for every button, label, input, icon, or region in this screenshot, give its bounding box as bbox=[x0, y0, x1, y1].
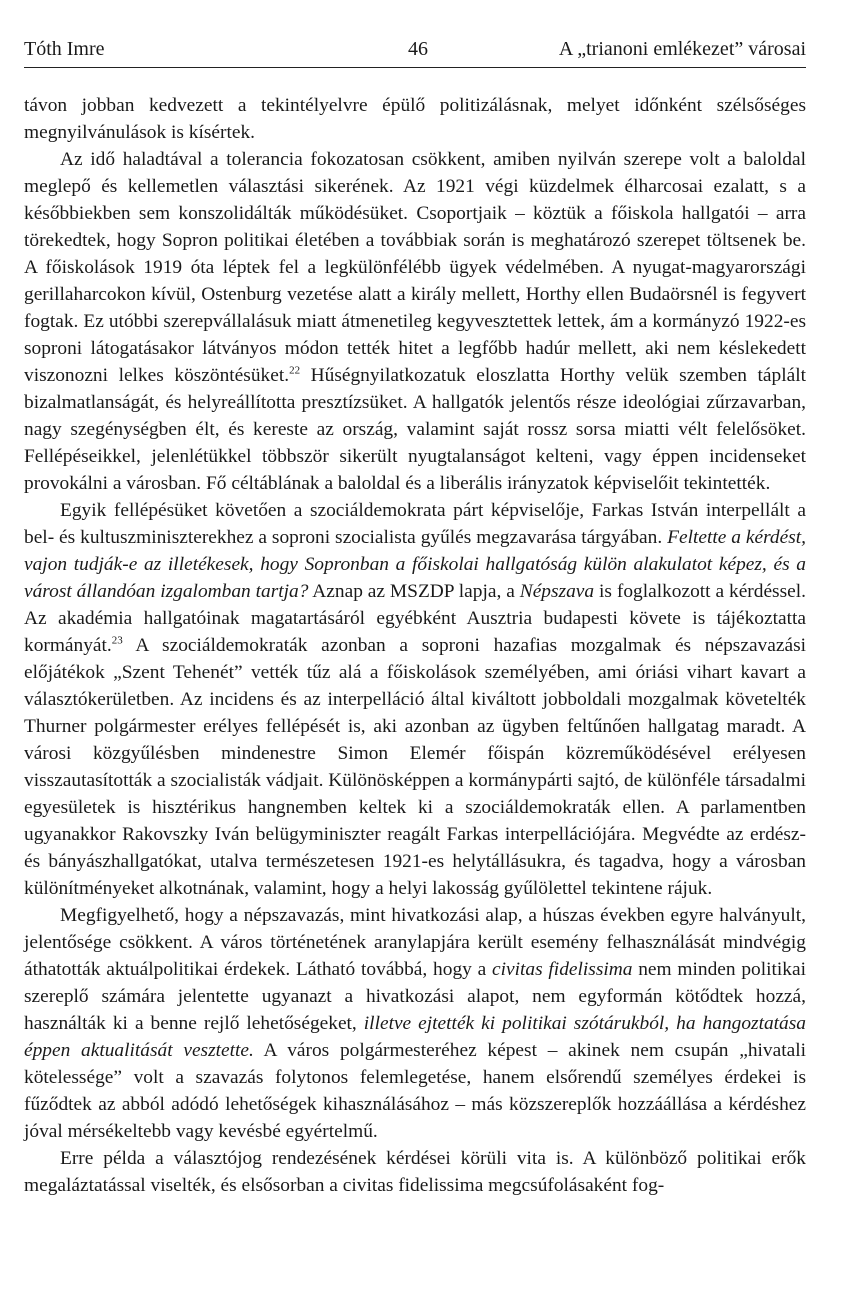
text-span: Hűségnyilatkozatuk eloszlatta Horthy velük szemben táplált bizalmatlanságát, és helyreállította presztízsüket. A hallgatók jelentős része ideológiai zűrzavarban, nagy szegénységben élt, és kereste az ország, valamint saját rossz sorsa miatti vélt felelősöket. Fellépéseikkel, jelenlétükkel többször sikerült nyugtalanságot kelteni, vagy éppen incidenseket provokálni a városban. Fő céltáblának a baloldal és a liberális irányzatok képviselőit tekintették. bbox=[24, 365, 807, 494]
text-span: Az idő haladtával a tolerancia fokozatosan csökkent, amiben nyilván szerepe volt a baloldal meglepő és kellemetlen választási sikerének. Az 1921 végi küzdelmek élharcosai ezalatt, s a későbbiekben sem konszolidálták működésüket. Csoportjaik – köztük a főiskola hallgatói – arra törekedtek, hogy Sopron politikai életében a továbbiak során is meghatározó szerepet töltsenek be. A főiskolások 1919 óta léptek fel a legkülönfélébb ügyek védelmében. A nyugat-magyarországi gerillaharcokon kívül, Ostenburg vezetése alatt a király mellett, Horthy ellen Budaörsnél is fegyvert fogtak. Ez utóbbi szerepvállalásuk miatt átmenetileg kegyvesztettek lettek, ám a kormányzó 1922-es soproni látogatásakor látványos módon tették hitet a legfőbb hadúr mellett, aki nem késlekedett viszonozni lelkes köszöntésüket. bbox=[24, 149, 806, 386]
text-span: is foglalkozott a kérdéssel. Az akadémia hallgatóinak magatartásáról egyébként Ausztria budapesti követe is tájékoztatta kormányát. bbox=[24, 581, 806, 656]
italic-span: Népszava bbox=[519, 581, 595, 602]
paragraph bbox=[24, 92, 806, 146]
paragraph bbox=[24, 146, 806, 497]
paragraph bbox=[24, 902, 806, 1145]
text-span: A város polgármesteréhez képest – akinek nem csupán „hivatali kötelessége” volt a szavazás folytonos felemlegetése, hanem elsőrendű személyes érdekei is fűződtek az abból adódó lehetőségek kihasználásához – más közszereplők hozzáállása a kérdéshez jóval mérsékeltebb vagy kevésbé egyértelmű. bbox=[24, 1040, 807, 1142]
italic-span: illetve ejtették ki politikai szótárukból, ha hangoztatása éppen aktualitását vesztette. bbox=[24, 1013, 806, 1061]
text-span: Aznap az MSZDP lapja, a bbox=[308, 581, 520, 602]
footnote-ref: 22 bbox=[289, 364, 301, 377]
footnote-ref: 23 bbox=[111, 634, 123, 647]
italic-span: civitas fidelissima bbox=[492, 959, 633, 980]
paragraph bbox=[24, 497, 806, 902]
header-running-title: A „trianoni emlékezet” városai bbox=[558, 38, 806, 60]
text-span: Egyik fellépésüket követően a szociáldemokrata párt képviselője, Farkas István interpellált a bel- és kultuszminiszterekhez a soproni szocialista gyűlés megzavarása tárgyában. bbox=[24, 500, 806, 548]
paragraph bbox=[24, 1145, 806, 1199]
text-span: távon jobban kedvezett a tekintélyelvre épülő politizálásnak, melyet időnként szélsőséges megnyilvánulások is kísértek. bbox=[24, 95, 806, 143]
body-text bbox=[24, 92, 806, 1199]
running-header bbox=[24, 36, 806, 62]
text-span: Erre példa a választójog rendezésének kérdései körüli vita is. A különböző politikai erők megaláztatással viselték, és elsősorban a civitas fidelissima megcsúfolásaként fog- bbox=[24, 1148, 806, 1196]
italic-span: Feltette a kérdést, vajon tudják-e az illetékesek, hogy Sopronban a főiskolai hallgatóság külön alakulatot képez, és a várost állandóan izgalomban tartja? bbox=[24, 527, 806, 602]
page-number: 46 bbox=[408, 38, 428, 60]
header-author: Tóth Imre bbox=[24, 38, 105, 60]
text-span: A szociáldemokraták azonban a soproni hazafias mozgalmak és népszavazási előjátékok „Szent Tehenét” vették tűz alá a főiskolások személyében, ami óriási vihart kavart a választókerületben. Az incidens és az interpelláció által kiváltott jobboldali mozgalmak követelték Thurner polgármester erélyes fellépését is, aki azonban az ügyben feltűnően hallgatag maradt. A városi közgyűlésben mindenestre Simon Elemér főispán közreműködésével erélyesen visszautasították a szocialisták vádjait. Különösképpen a kormánypárti sajtó, de különféle társadalmi egyesületek is hisztérikus hangnemben keltek ki a szociáldemokraták ellen. A parlamentben ugyanakkor Rakovszky Iván belügyminiszter reagált Farkas interpellációjára. Megvédte az erdész-és bányászhallgatókat, utalva természetesen 1921-es helytállásukra, és tagadva, hogy a városban különítményeket alkotnának, valamint, hogy a helyi lakosság gyűlölettel tekintene rájuk. bbox=[24, 635, 806, 899]
text-span: nem minden politikai szereplő számára jelentette ugyanazt a hivatkozási alapot, nem egyformán kötődtek hozzá, használták ki a benne rejlő lehetőségeket, bbox=[24, 959, 806, 1034]
text-span: Megfigyelhető, hogy a népszavazás, mint hivatkozási alap, a húszas években egyre halványult, jelentősége csökkent. A város történetének aranylapjára került esemény felhasználását mindvégig áthatották aktuálpolitikai érdekek. Látható továbbá, hogy a bbox=[24, 905, 806, 980]
header-rule bbox=[24, 67, 806, 68]
